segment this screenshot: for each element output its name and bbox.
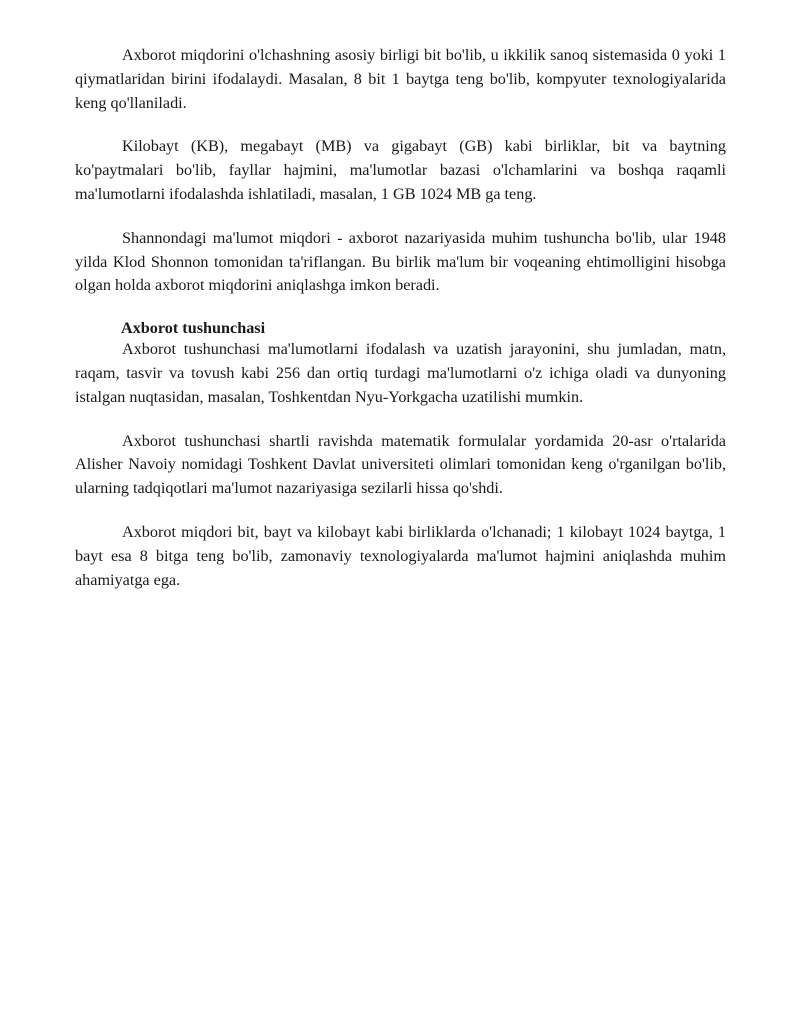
- paragraph-information-research: Axborot tushunchasi shartli ravishda matematik formulalar yordamida 20-asr o'rtalarida Alisher Navoiy nomidagi Toshkent Davlat universiteti olimlari tomonidan keng o'rganilgan bo'lib, ularning tadqiqotlari ma'lumot nazariyasiga sezilarli hissa qo'shdi.: [75, 431, 726, 498]
- paragraph-information-concept: Axborot tushunchasi ma'lumotlarni ifodalash va uzatish jarayonini, shu jumladan, matn, raqam, tasvir va tovush kabi 256 dan ortiq turdagi ma'lumotlarni o'z ichiga oladi va dunyoning istalgan nuqtasidan, masalan, Toshkentdan Nyu-Yorkgacha uzatilishi mumkin.: [75, 340, 726, 406]
- paragraph-shannon-information: Shannondagi ma'lumot miqdori - axborot nazariyasida muhim tushuncha bo'lib, ular 1948 yilda Klod Shonnon tomonidan ta'riflangan. Bu birlik ma'lum bir voqeaning ehtimolligini hisobga olgan holda axborot miqdorini aniqlashga imkon beradi.: [75, 228, 726, 295]
- section-heading: Axborot tushunchasi: [121, 319, 266, 338]
- paragraph-bit-definition: Axborot miqdorini o'lchashning asosiy birligi bit bo'lib, u ikkilik sanoq sistemasida 0 yoki 1 qiymatlaridan birini ifodalaydi. Masalan, 8 bit 1 baytga teng bo'lib, kompyuter texnologiyalarida keng qo'llaniladi.: [75, 46, 726, 112]
- paragraph-kilobyte-units: Kilobayt (KB), megabayt (MB) va gigabayt (GB) kabi birliklar, bit va baytning ko'paytmalari bo'lib, fayllar hajmini, ma'lumotlar bazasi o'lchamlarini va boshqa raqamli ma'lumotlarni ifodalashda ishlatiladi, masalan, 1 GB 1024 MB ga teng.: [75, 137, 726, 203]
- document-page: [75, 44, 726, 612]
- paragraph-information-measurement: Axborot miqdori bit, bayt va kilobayt kabi birliklarda o'lchanadi; 1 kilobayt 1024 baytga, 1 bayt esa 8 bitga teng bo'lib, zamonaviy texnologiyalarda ma'lumot hajmini aniqlashda muhim ahamiyatga ega.: [75, 522, 726, 589]
